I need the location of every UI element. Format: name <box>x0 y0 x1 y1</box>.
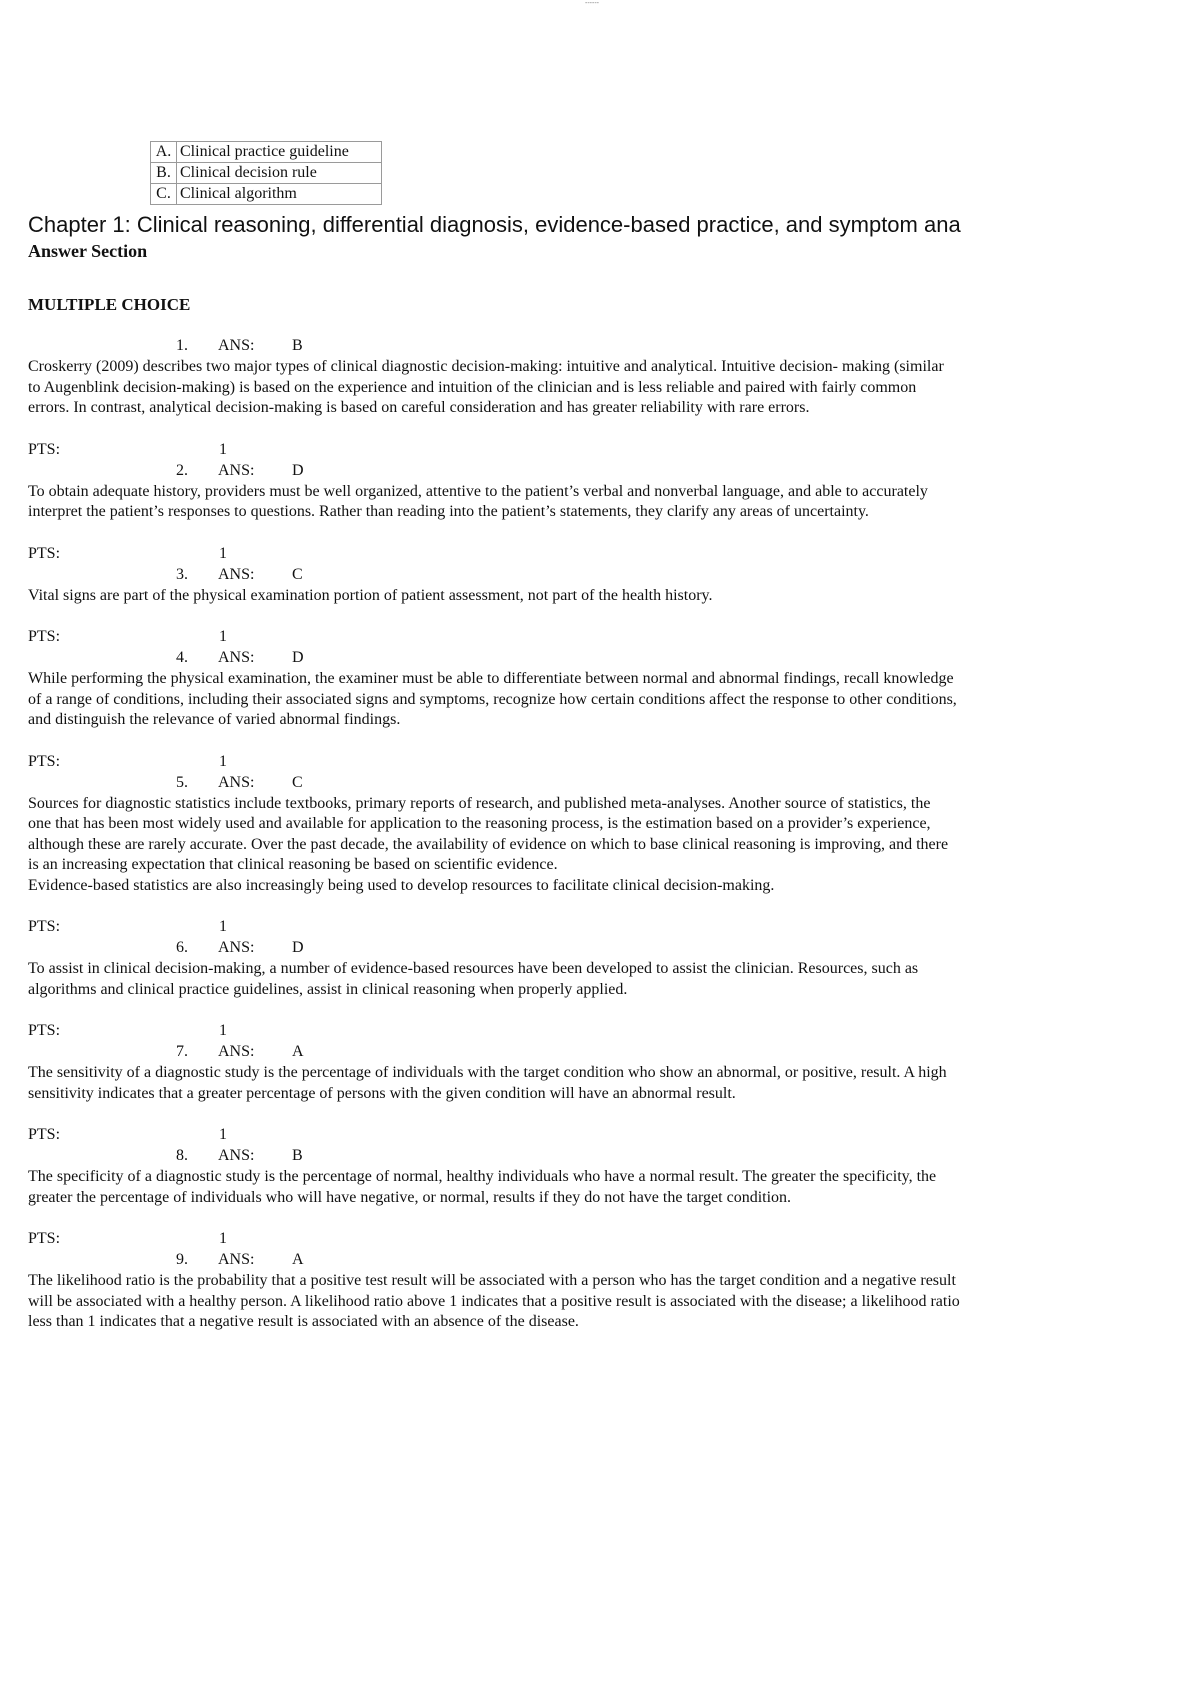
answer-option-letter: A. <box>151 142 177 163</box>
ans-label: ANS: <box>218 773 255 791</box>
answer-rationale <box>28 1063 1118 1104</box>
answer-key-row <box>28 1250 1118 1271</box>
rationale-line: is an increasing expectation that clinical reasoning be based on scientific evidence. <box>28 856 558 873</box>
points-row <box>28 440 1118 461</box>
question-number: 6. <box>176 939 188 956</box>
ans-label: ANS: <box>218 461 255 479</box>
pts-value: 1 <box>219 1022 227 1039</box>
answer-key-row <box>28 648 1118 669</box>
answer-item <box>28 648 1118 773</box>
pts-value: 1 <box>219 752 227 770</box>
ans-label: ANS: <box>218 649 255 666</box>
answer-key-row <box>28 1146 1118 1167</box>
answer-rationale <box>28 669 1118 731</box>
answer-letter: D <box>292 649 304 666</box>
pts-label: PTS: <box>28 918 61 935</box>
question-number: 2. <box>176 461 188 479</box>
answer-letter: C <box>292 773 303 791</box>
points-row <box>28 1229 1118 1250</box>
rationale-line: and distinguish the relevance of varied abnormal findings. <box>28 711 401 728</box>
ans-label: ANS: <box>218 565 255 583</box>
rationale-line: The specificity of a diagnostic study is the percentage of normal, healthy individuals who have a normal result. The greater the specificity, the <box>28 1168 937 1185</box>
answer-item <box>28 938 1118 1042</box>
answer-letter: A <box>292 1043 304 1060</box>
question-number: 1. <box>176 337 188 354</box>
answer-rationale <box>28 482 1118 523</box>
rationale-line: one that has been most widely used and available for application to the reasoning process, is the estimation based on a provider’s experience, <box>28 815 931 832</box>
ans-label: ANS: <box>218 1251 255 1268</box>
pts-label: PTS: <box>28 440 61 458</box>
answer-list <box>28 336 1118 1333</box>
answer-rationale <box>28 586 1118 607</box>
rationale-line: will be associated with a healthy person. A likelihood ratio above 1 indicates that a positive result is associated with the disease; a likelihood ratio <box>28 1292 960 1310</box>
multiple-choice-heading: MULTIPLE CHOICE <box>28 295 191 314</box>
answer-rationale <box>28 357 1118 419</box>
points-row <box>28 752 1118 773</box>
answer-item <box>28 773 1118 939</box>
ans-label: ANS: <box>218 1147 255 1164</box>
pts-value: 1 <box>219 544 227 562</box>
answer-key-row <box>28 461 1118 482</box>
answer-item <box>28 461 1118 565</box>
pts-label: PTS: <box>28 1126 61 1143</box>
answer-option-row <box>151 184 382 205</box>
rationale-line: greater the percentage of individuals who will have negative, or normal, results if they do not have the target condition. <box>28 1188 792 1206</box>
answer-item <box>28 565 1118 649</box>
answer-rationale <box>28 1167 1118 1208</box>
ans-label: ANS: <box>218 1043 255 1060</box>
rationale-line: algorithms and clinical practice guidelines, assist in clinical reasoning when properly applied. <box>28 980 628 998</box>
rationale-line: While performing the physical examination, the examiner must be able to differentiate between normal and abnormal findings, recall knowledge <box>28 670 954 687</box>
answer-item <box>28 1146 1118 1250</box>
pts-value: 1 <box>219 1126 227 1143</box>
rationale-line: less than 1 indicates that a negative result is associated with an absence of the disease. <box>28 1313 579 1330</box>
answer-key-row <box>28 938 1118 959</box>
rationale-line: Vital signs are part of the physical examination portion of patient assessment, not part of the health history. <box>28 586 713 604</box>
points-row <box>28 544 1118 565</box>
points-row <box>28 1125 1118 1146</box>
answer-option-row <box>151 142 382 163</box>
rationale-line: although these are rarely accurate. Over the past decade, the availability of evidence on which to base clinical reasoning is improving, and there <box>28 835 949 853</box>
rationale-line: Evidence-based statistics are also increasingly being used to develop resources to facilitate clinical decision-making. <box>28 876 775 894</box>
question-number: 3. <box>176 565 188 583</box>
question-number: 8. <box>176 1147 188 1164</box>
question-number: 4. <box>176 649 188 666</box>
pts-value: 1 <box>219 440 227 458</box>
page-top-mark: ------ <box>585 0 599 7</box>
points-row <box>28 1021 1118 1042</box>
rationale-line: To obtain adequate history, providers must be well organized, attentive to the patient’s verbal and nonverbal language, and able to accurately <box>28 482 928 500</box>
answer-option-row <box>151 163 382 184</box>
answer-letter: D <box>292 461 304 479</box>
answer-item <box>28 336 1118 461</box>
answer-key-row <box>28 773 1118 794</box>
points-row <box>28 917 1118 938</box>
rationale-line: errors. In contrast, analytical decision-making is based on careful consideration and has greater reliability with rare errors. <box>28 399 810 416</box>
answer-key-row <box>28 565 1118 586</box>
answer-key-row <box>28 336 1118 357</box>
pts-label: PTS: <box>28 544 61 562</box>
answer-options-body <box>151 142 382 205</box>
chapter-title: Chapter 1: Clinical reasoning, differential diagnosis, evidence-based practice, and symptom ana <box>28 212 961 237</box>
ans-label: ANS: <box>218 337 255 354</box>
answer-option-letter: B. <box>151 163 177 184</box>
answer-letter: B <box>292 337 303 354</box>
pts-value: 1 <box>219 628 227 645</box>
pts-label: PTS: <box>28 1230 61 1247</box>
answer-item <box>28 1042 1118 1146</box>
pts-value: 1 <box>219 1230 227 1247</box>
rationale-line: To assist in clinical decision-making, a number of evidence-based resources have been developed to assist the clinician. Resources, such as <box>28 960 919 977</box>
rationale-line: sensitivity indicates that a greater percentage of persons with the given condition will have an abnormal result. <box>28 1084 736 1102</box>
answer-option-text: Clinical decision rule <box>177 163 382 184</box>
rationale-line: to Augenblink decision-making) is based on the experience and intuition of the clinician and is less reliable and paired with fairly common <box>28 378 917 396</box>
pts-label: PTS: <box>28 752 61 770</box>
question-number: 5. <box>176 773 188 791</box>
answer-letter: C <box>292 565 303 583</box>
answer-item <box>28 1250 1118 1333</box>
answer-option-text: Clinical algorithm <box>177 184 382 205</box>
ans-label: ANS: <box>218 939 255 956</box>
answer-letter: B <box>292 1147 303 1164</box>
answer-options-table <box>150 141 382 205</box>
answer-letter: D <box>292 939 304 956</box>
answer-option-letter: C. <box>151 184 177 205</box>
answer-section-heading: Answer Section <box>28 241 148 261</box>
answer-letter: A <box>292 1251 304 1268</box>
answer-option-text: Clinical practice guideline <box>177 142 382 163</box>
answer-rationale <box>28 1271 1118 1333</box>
question-number: 9. <box>176 1251 188 1268</box>
pts-value: 1 <box>219 918 227 935</box>
points-row <box>28 627 1118 648</box>
answer-rationale <box>28 959 1118 1000</box>
rationale-line: of a range of conditions, including their associated signs and symptoms, recognize how certain conditions affect the response to other conditions, <box>28 690 957 708</box>
pts-label: PTS: <box>28 628 61 645</box>
rationale-line: Croskerry (2009) describes two major types of clinical diagnostic decision-making: intuitive and analytical. Intuitive decision- making (similar <box>28 358 944 375</box>
pts-label: PTS: <box>28 1022 61 1039</box>
answer-rationale <box>28 794 1118 897</box>
rationale-line: The likelihood ratio is the probability that a positive test result will be associated with a person who has the target condition and a negative result <box>28 1272 956 1289</box>
rationale-line: Sources for diagnostic statistics include textbooks, primary reports of research, and published meta-analyses. Another source of statistics, the <box>28 794 931 812</box>
question-number: 7. <box>176 1043 188 1060</box>
rationale-line: interpret the patient’s responses to questions. Rather than reading into the patient’s statements, they clarify any areas of uncertainty. <box>28 503 869 520</box>
answer-key-row <box>28 1042 1118 1063</box>
rationale-line: The sensitivity of a diagnostic study is the percentage of individuals with the target condition who show an abnormal, or positive, result. A high <box>28 1064 947 1081</box>
